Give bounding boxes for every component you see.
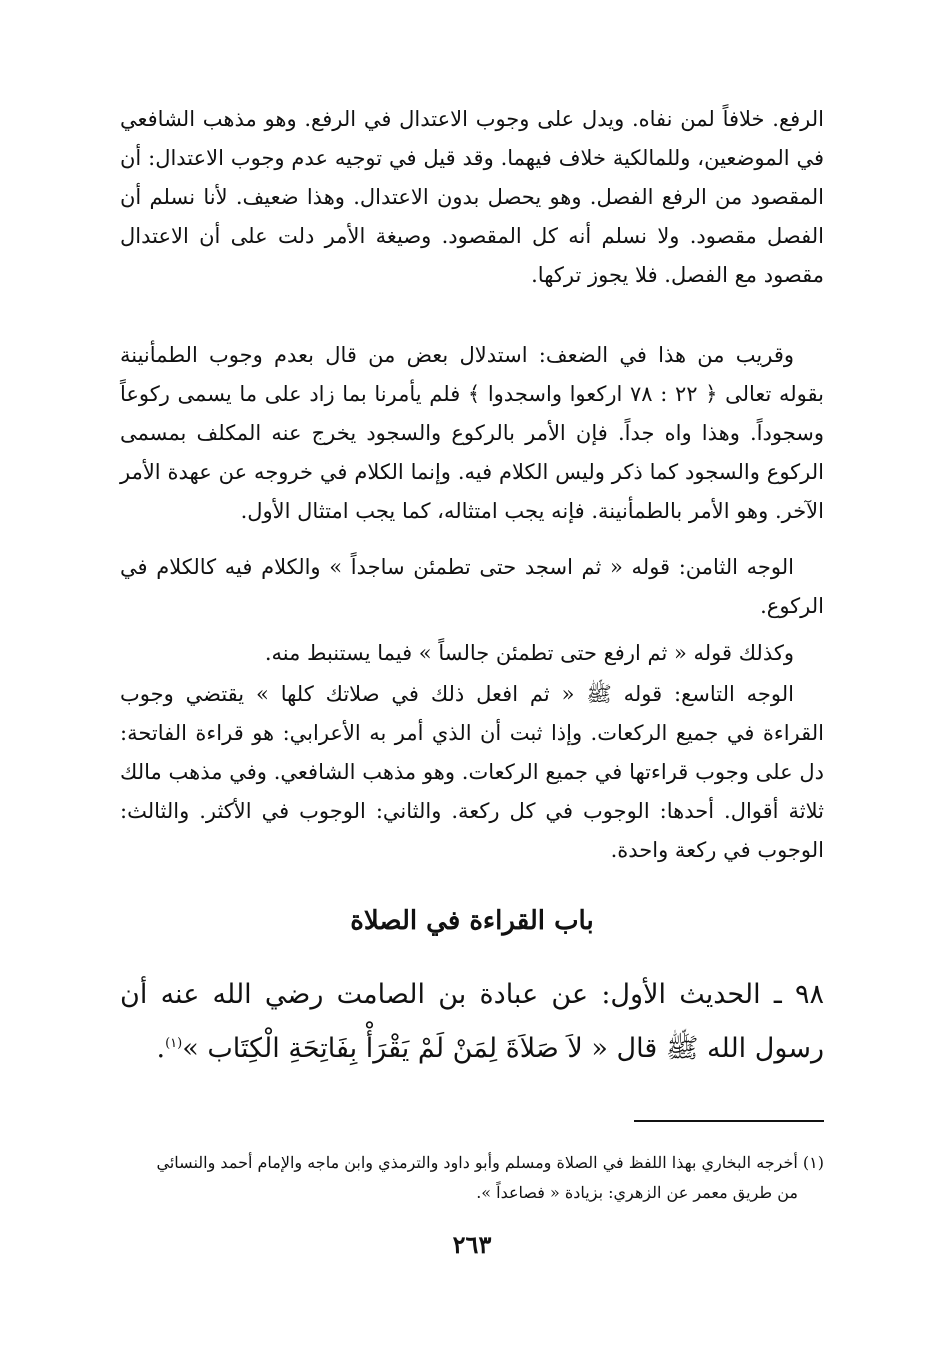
footnote-divider — [634, 1120, 824, 1122]
footnote-line-2: من طريق معمر عن الزهري: بزيادة « فصاعداً ». — [476, 1183, 798, 1202]
paragraph-1 — [120, 100, 824, 295]
hadith-text: ٩٨ ـ الحديث الأول: عن عبادة بن الصامت رضي الله عنه أن رسول الله ﷺ قال « لاَ صَلاَةَ لِمَنْ لَمْ يَقْرَأْ بِفَاتِحَةِ الْكِتَاب » — [120, 979, 824, 1064]
hadith-end: . — [156, 1033, 166, 1064]
paragraph-text: وقريب من هذا في الضعف: استدلال بعض من قال بعدم وجوب الطمأنينة بقوله تعالى ﴿ ٢٢ : ٧٨ اركعوا واسجدوا ﴾ فلم يأمرنا بما زاد على ما يسمى ركوعاً وسجوداً. وهذا واه جداً. فإن الأمر بالركوع والسجود يخرج عنه المكلف بمسمى الركوع والسجود كما ذكر وليس الكلام فيه. وإنما الكلام في خروجه عن عهدة الأمر الآخر. وهو الأمر بالطمأنينة. فإنه يجب امتثاله، كما يجب امتثال الأول. — [120, 343, 824, 523]
hadith-98 — [120, 968, 824, 1076]
paragraph-text: وكذلك قوله « ثم ارفع حتى تطمئن جالساً » فيما يستنبط منه. — [264, 641, 794, 665]
footnote — [120, 1148, 824, 1208]
paragraph-text: الوجه التاسع: قوله ﷺ « ثم افعل ذلك في صلاتك كلها » يقتضي وجوب القراءة في جميع الركعات. وإذا ثبت أن الذي أمر به الأعرابي: هو قراءة الفاتحة: دل على وجوب قراءتها في جميع الركعات. وهو مذهب الشافعي. وفي مذهب مالك ثلاثة أقوال. أحدها: الوجوب في كل ركعة. والثاني: الوجوب في الأكثر. والثالث: الوجوب في ركعة واحدة. — [120, 682, 824, 862]
page-number: ٢٦٣ — [452, 1230, 492, 1259]
paragraph-3 — [120, 548, 824, 626]
paragraph-5 — [120, 675, 824, 870]
paragraph-2 — [120, 336, 824, 531]
section-title: باب القراءة في الصلاة — [350, 906, 594, 936]
paragraph-4 — [120, 634, 824, 673]
paragraph-text: الرفع. خلافاً لمن نفاه. ويدل على وجوب الاعتدال في الرفع. وهو مذهب الشافعي في الموضعين، وللمالكية خلاف فيهما. وقد قيل في توجيه عدم وجوب الاعتدال: أن المقصود من الرفع الفصل. وهو يحصل بدون الاعتدال. وهذا ضعيف. لأنا نسلم أن الفصل مقصود. ولا نسلم أنه كل المقصود. وصيغة الأمر دلت على أن الاعتدال مقصود مع الفصل. فلا يجوز تركها. — [120, 107, 824, 287]
paragraph-text: الوجه الثامن: قوله « ثم اسجد حتى تطمئن ساجداً » والكلام فيه كالكلام في الركوع. — [120, 555, 824, 618]
footnote-marker: (١) — [165, 1036, 183, 1051]
footnote-line-1: (١) أخرجه البخاري بهذا اللفظ في الصلاة ومسلم وأبو داود والترمذي وابن ماجه والإمام أحمد والنسائي — [156, 1153, 824, 1172]
